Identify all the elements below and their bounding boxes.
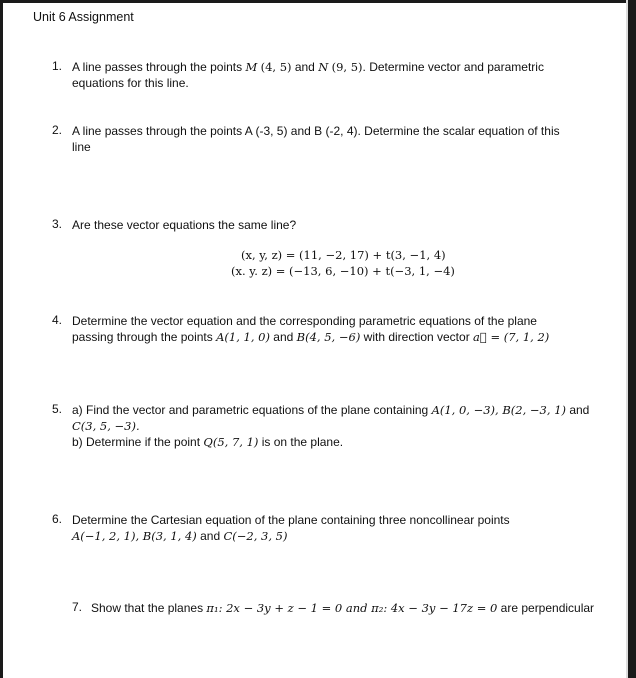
question-text: A line passes through the points A (-3, 5) and B (-2, 4). Determine the scalar equation of this line xyxy=(72,124,560,154)
page-title: Unit 6 Assignment xyxy=(33,10,134,24)
vector-equation-1: (x, y, z) = (11, −2, 17) + t(3, −1, 4) xyxy=(241,248,446,262)
vector-equation-2: (x. y. z) = (−13, 6, −10) + t(−3, 1, −4) xyxy=(231,264,455,278)
planes-equations: π₁: 2x − 3y + z − 1 = 0 and π₂: 4x − 3y − 17z = 0 xyxy=(206,601,498,615)
point-a: A(1, 1, 0) xyxy=(216,330,270,344)
point-m-label: M xyxy=(245,60,258,74)
point-b: B(4, 5, −6) xyxy=(296,330,361,344)
question-text: Determine the Cartesian equation of the plane containing three noncollinear points A(−1, 2, 1), B(3, 1, 4) and C(−2, 3, 5) xyxy=(72,513,510,543)
point-n-label: N xyxy=(318,60,329,74)
question-number: 7. xyxy=(72,600,83,614)
window-frame-right xyxy=(628,0,636,678)
point-c: C(3, 5, −3). xyxy=(72,419,140,433)
question-number: 1. xyxy=(52,59,63,73)
question-text: a) Find the vector and parametric equations of the plane containing A(1, 0, −3), B(2, −3, 1) and C(3, 5, −3). b) Determine if the point Q(5, 7, 1) is on the plane. xyxy=(72,403,590,449)
point-c: C(−2, 3, 5) xyxy=(223,529,288,543)
question-number: 6. xyxy=(52,512,63,526)
question-text: Show that the planes π₁: 2x − 3y + z − 1 = 0 and π₂: 4x − 3y − 17z = 0 are perpendicular xyxy=(91,601,595,615)
points-a-b: A(−1, 2, 1), B(3, 1, 4) xyxy=(72,529,197,543)
question-number: 4. xyxy=(52,313,63,327)
question-number: 5. xyxy=(52,402,63,416)
point-n-coords: (9, 5) xyxy=(331,60,363,74)
question-number: 2. xyxy=(52,123,63,137)
point-q: Q(5, 7, 1) xyxy=(203,435,259,449)
question-text: Determine the vector equation and the corresponding parametric equations of the plane passing through the points A(1, 1, 0) and B(4, 5, −6) with direction vector a⃗ = (7, 1, 2) xyxy=(72,314,550,344)
direction-vector: a⃗ = (7, 1, 2) xyxy=(473,330,550,344)
question-text: Are these vector equations the same line? xyxy=(72,218,297,232)
question-number: 3. xyxy=(52,217,63,231)
points-a-b: A(1, 0, −3), B(2, −3, 1) xyxy=(431,403,566,417)
point-m-coords: (4, 5) xyxy=(260,60,292,74)
question-text: A line passes through the points M (4, 5) and N (9, 5). Determine vector and parametric equations for this line. xyxy=(72,60,544,90)
